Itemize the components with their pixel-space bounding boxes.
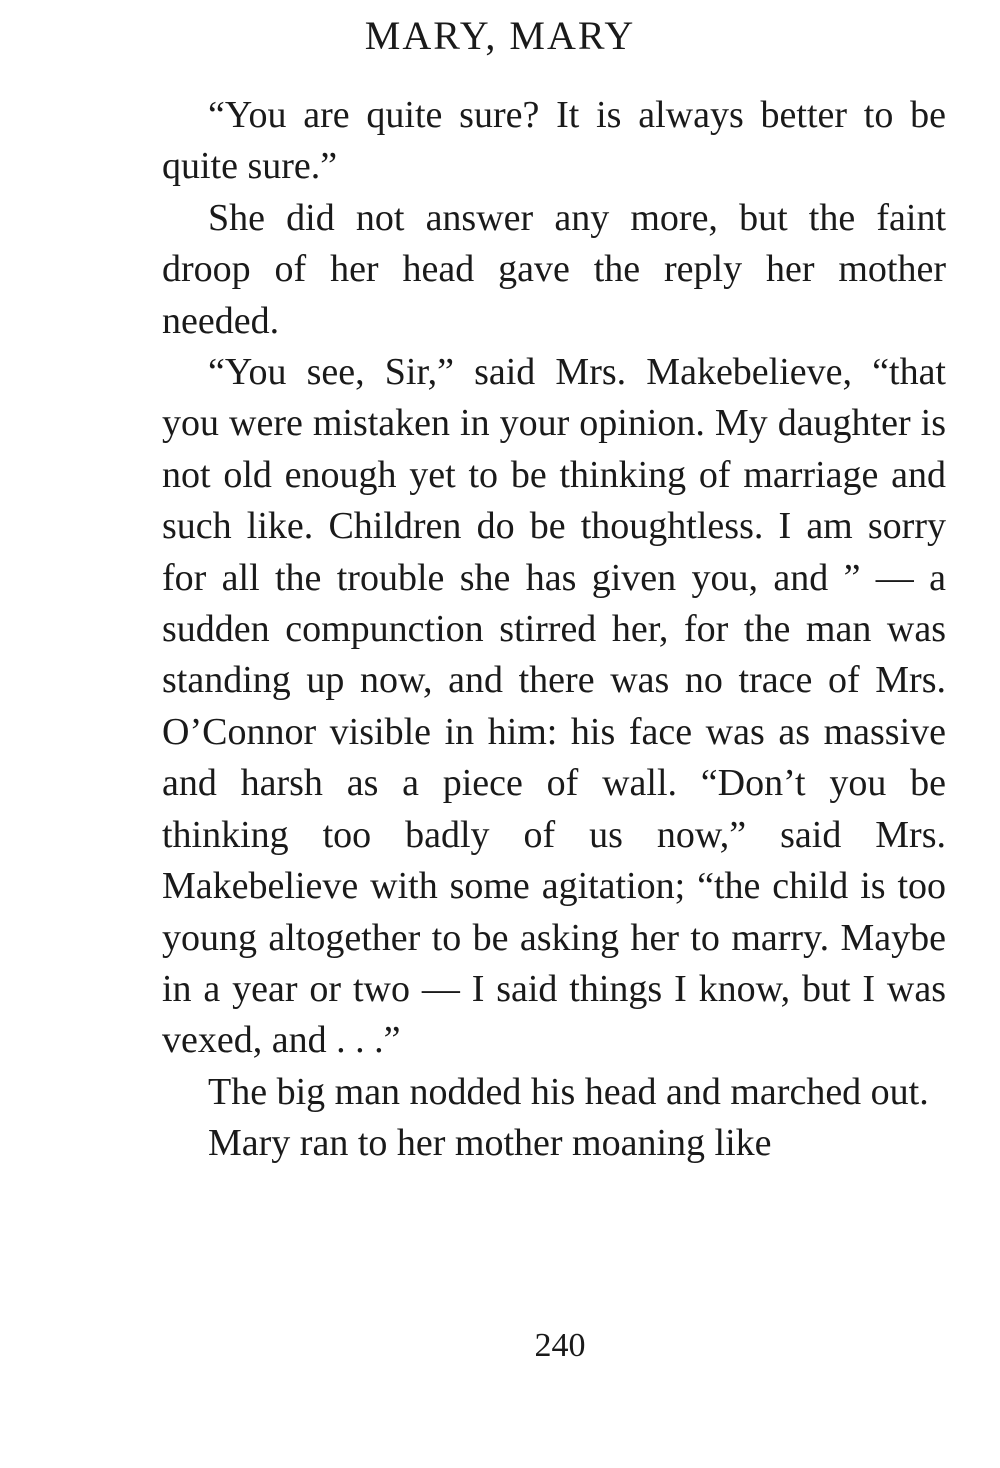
running-head: MARY, MARY	[364, 13, 636, 58]
paragraph: Mary ran to her mother moaning like	[208, 1122, 772, 1165]
body-text	[162, 90, 946, 1170]
paragraph: The big man nodded his head and marched out.	[208, 1070, 929, 1113]
paragraph: She did not answer any more, but the faint droop of her head gave the reply her mother needed.	[162, 196, 946, 342]
page-number: 240	[534, 1327, 586, 1364]
paragraph: “You are quite sure? It is always better to be quite sure.”	[162, 94, 946, 188]
paragraph: “You see, Sir,” said Mrs. Makebelieve, “that you were mistaken in your opinion. My daughter is not old enough yet to be thinking of marriage and such like. Children do be thoughtless. I am sorry for all the trouble she has given you, and ” — a sudden compunction stirred her, for the man was standing up now, and there was no trace of Mrs. O’Connor visible in him: his face was as massive and harsh as a piece of wall. “Don’t you be thinking too badly of us now,” said Mrs. Makebelieve with some agitation; “the child is too young altogether to be asking her to marry. Maybe in a year or two — I said things I know, but I was vexed, and . . .”	[162, 351, 946, 1062]
